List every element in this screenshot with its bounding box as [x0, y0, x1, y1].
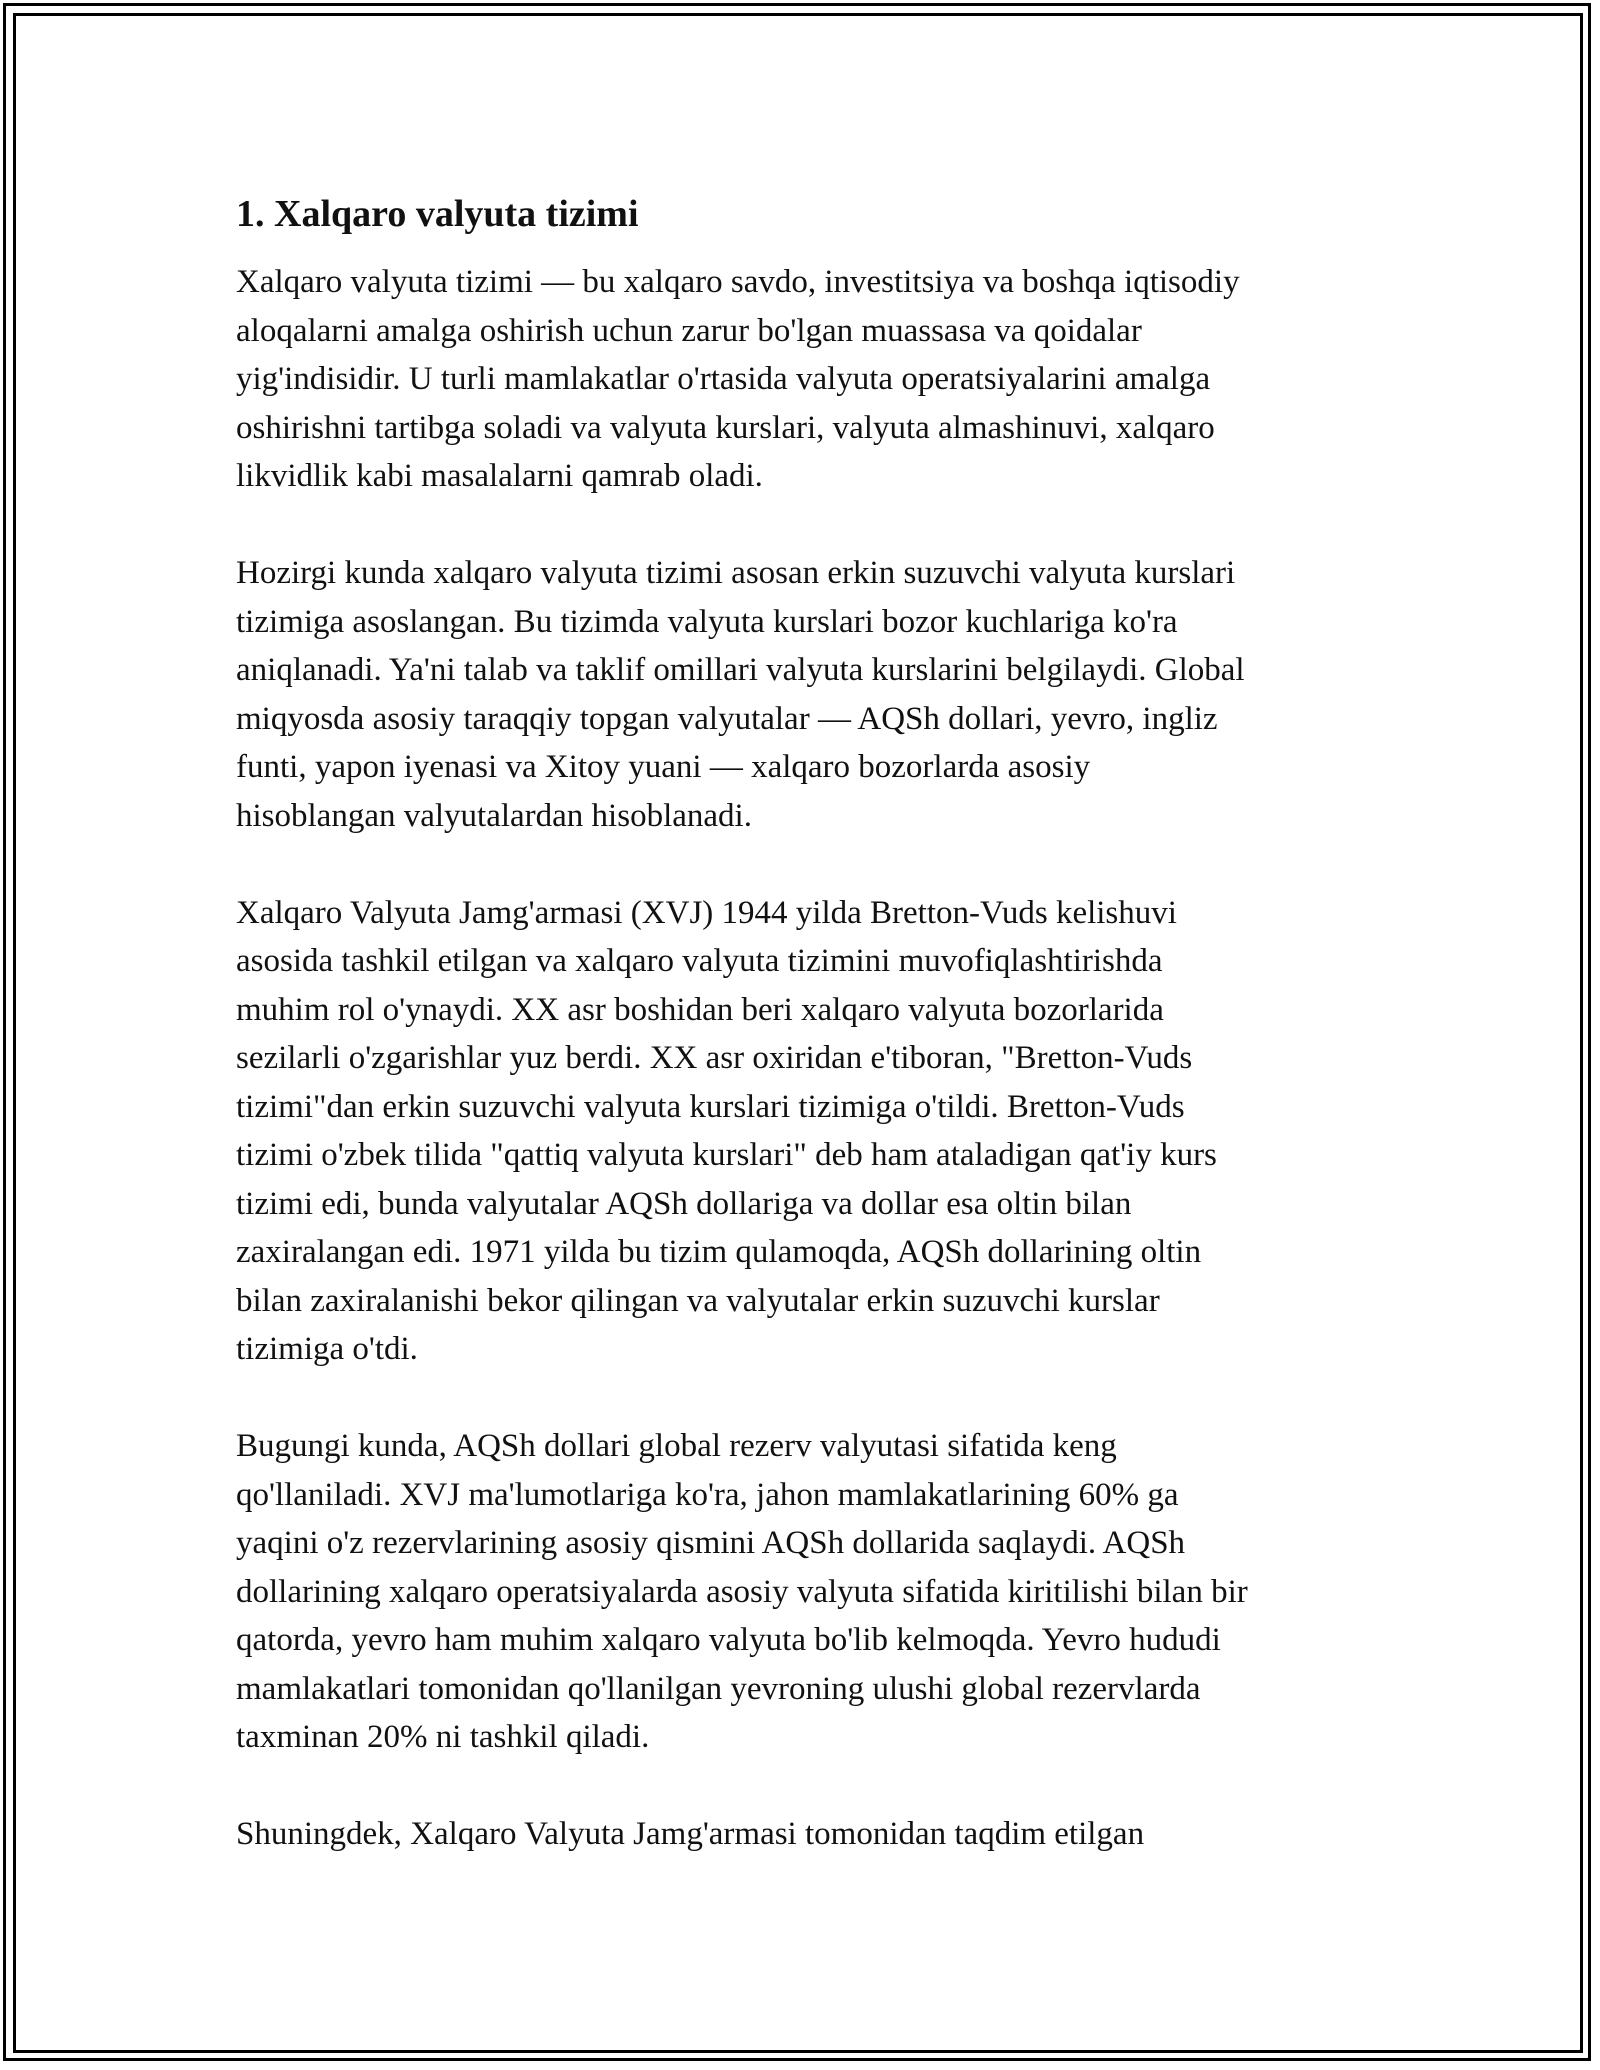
paragraph-line: qatorda, yevro ham muhim xalqaro valyuta bo'lib kelmoqda. Yevro hududi: [236, 1622, 1221, 1658]
paragraph-line: Hozirgi kunda xalqaro valyuta tizimi asosan erkin suzuvchi valyuta kurslari: [236, 555, 1236, 591]
paragraph-line: Xalqaro valyuta tizimi — bu xalqaro savdo, investitsiya va boshqa iqtisodiy: [236, 264, 1240, 300]
paragraph-line: yaqini o'z rezervlarining asosiy qismini AQSh dollarida saqlaydi. AQSh: [236, 1525, 1186, 1561]
paragraph-line: aniqlanadi. Ya'ni talab va taklif omillari valyuta kurslarini belgilaydi. Global: [236, 652, 1245, 688]
paragraph-line: bilan zaxiralanishi bekor qilingan va valyutalar erkin suzuvchi kurslar: [236, 1282, 1160, 1319]
paragraph-line: tizimiga asoslangan. Bu tizimda valyuta kurslari bozor kuchlariga ko'ra: [236, 603, 1178, 640]
paragraph-line: taxminan 20% ni tashkil qiladi.: [236, 1719, 650, 1755]
paragraph-line: tizimi edi, bunda valyutalar AQSh dollariga va dollar esa oltin bilan: [236, 1185, 1132, 1222]
paragraph-2: [236, 549, 1376, 840]
paragraph-line: tizimi o'zbek tilida "qattiq valyuta kurslari" deb ham ataladigan qat'iy kurs: [236, 1137, 1217, 1173]
paragraph-line: miqyosda asosiy taraqqiy topgan valyutalar — AQSh dollari, yevro, ingliz: [236, 700, 1218, 737]
paragraph-line: likvidlik kabi masalalarni qamrab oladi.: [236, 458, 763, 494]
paragraph-line: Shuningdek, Xalqaro Valyuta Jamg'armasi tomonidan taqdim etilgan: [236, 1816, 1145, 1852]
section-title: 1. Xalqaro valyuta tizimi: [236, 193, 639, 235]
paragraph-line: zaxiralangan edi. 1971 yilda bu tizim qulamoqda, AQSh dollarining oltin: [236, 1234, 1202, 1270]
paragraph-line: oshirishni tartibga soladi va valyuta kurslari, valyuta almashinuvi, xalqaro: [236, 409, 1215, 446]
paragraph-line: mamlakatlari tomonidan qo'llanilgan yevroning ulushi global rezervlarda: [236, 1670, 1201, 1707]
paragraph-line: dollarining xalqaro operatsiyalarda asosiy valyuta sifatida kiritilishi bilan bir: [236, 1573, 1248, 1610]
document-body: [236, 186, 1376, 1907]
paragraph-line: yig'indisidir. U turli mamlakatlar o'rtasida valyuta operatsiyalarini amalga: [236, 361, 1211, 397]
paragraph-line: Bugungi kunda, AQSh dollari global rezerv valyutasi sifatida keng: [236, 1428, 1117, 1464]
paragraph-line: sezilarli o'zgarishlar yuz berdi. XX asr oxiridan e'tiboran, "Bretton-Vuds: [236, 1040, 1193, 1076]
paragraph-line: hisoblangan valyutalardan hisoblanadi.: [236, 797, 752, 834]
paragraph-1: [236, 258, 1376, 501]
paragraph-line: qo'llaniladi. XVJ ma'lumotlariga ko'ra, jahon mamlakatlarining 60% ga: [236, 1476, 1179, 1513]
paragraph-line: Xalqaro Valyuta Jamg'armasi (XVJ) 1944 yilda Bretton-Vuds kelishuvi: [236, 894, 1177, 931]
paragraph-3: [236, 889, 1376, 1374]
paragraph-line: tizimi"dan erkin suzuvchi valyuta kurslari tizimiga o'tildi. Bretton-Vuds: [236, 1088, 1185, 1125]
paragraph-line: muhim rol o'ynaydi. XX asr boshidan beri xalqaro valyuta bozorlarida: [236, 991, 1164, 1028]
paragraph-line: aloqalarni amalga oshirish uchun zarur bo'lgan muassasa va qoidalar: [236, 312, 1142, 349]
paragraph-line: asosida tashkil etilgan va xalqaro valyuta tizimini muvofiqlashtirishda: [236, 943, 1163, 979]
paragraph-5: [236, 1810, 1376, 1859]
paragraph-line: funti, yapon iyenasi va Xitoy yuani — xalqaro bozorlarda asosiy: [236, 749, 1091, 785]
paragraph-4: [236, 1422, 1376, 1762]
paragraph-line: tizimiga o'tdi.: [236, 1331, 418, 1367]
